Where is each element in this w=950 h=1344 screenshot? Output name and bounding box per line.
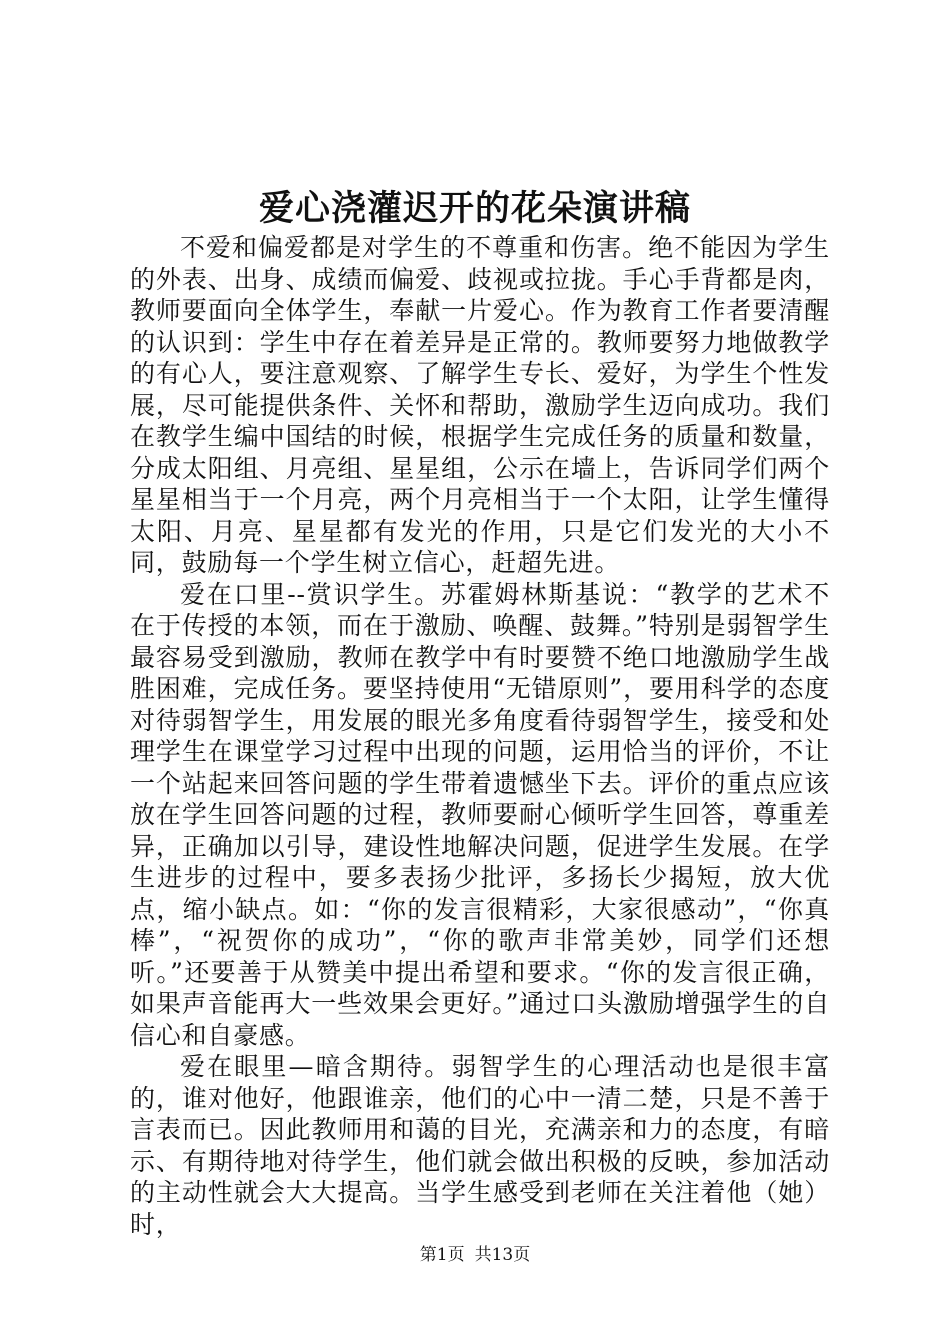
page-title: 爱心浇灌迟开的花朵演讲稿 — [258, 188, 691, 229]
page-footer — [0, 1244, 950, 1266]
paragraph-3: 爱在眼里—暗含期待。弱智学生的心理活动也是很丰富的，谁对他好，他跟谁亲，他们的心中一清二楚，只是不善于言表而已。因此教师用和蔼的目光，充满亲和力的态度，有暗示、有期待地对待学生，他们就会做出积极的反映，参加活动的主动性就会大大提高。当学生感受到老师在关注着他（她）时， — [130, 1052, 830, 1239]
page-total: 共13页 — [474, 1245, 531, 1265]
paragraph-1: 不爱和偏爱都是对学生的不尊重和伤害。绝不能因为学生的外表、出身、成绩而偏爱、歧视或拉拢。手心手背都是肉，教师要面向全体学生，奉献一片爱心。作为教育工作者要清醒的认识到：学生中存在着差异是正常的。教师要努力地做教学的有心人，要注意观察、了解学生专长、爱好，为学生个性发展，尽可能提供条件、关怀和帮助，激励学生迈向成功。我们在教学生编中国结的时候，根据学生完成任务的质量和数量，分成太阳组、月亮组、星星组，公示在墙上，告诉同学们两个星星相当于一个月亮，两个月亮相当于一个太阳，让学生懂得太阳、月亮、星星都有发光的作用，只是它们发光的大小不同，鼓励每一个学生树立信心，赶超先进。 — [130, 233, 830, 577]
page-number: 第1页 — [419, 1245, 465, 1265]
document-body — [130, 232, 830, 1240]
paragraph-2: 爱在口里--赏识学生。苏霍姆林斯基说：“教学的艺术不在于传授的本领，而在于激励、唤醒、鼓舞。”特别是弱智学生最容易受到激励，教师在教学中有时要赞不绝口地激励学生战胜困难，完成任务。要坚持使用“无错原则”，要用科学的态度对待弱智学生，用发展的眼光多角度看待弱智学生，接受和处理学生在课堂学习过程中出现的问题，运用恰当的评价，不让一个站起来回答问题的学生带着遗憾坐下去。评价的重点应该放在学生回答问题的过程，教师要耐心倾听学生回答，尊重差异，正确加以引导，建设性地解决问题，促进学生发展。在学生进步的过程中，要多表扬少批评，多扬长少揭短，放大优点，缩小缺点。如：“你的发言很精彩，大家很感动”，“你真棒”，“祝贺你的成功”，“你的歌声非常美妙，同学们还想听。”还要善于从赞美中提出希望和要求。“你的发言很正确，如果声音能再大一些效果会更好。”通过口头激励增强学生的自信心和自豪感。 — [130, 579, 830, 1050]
